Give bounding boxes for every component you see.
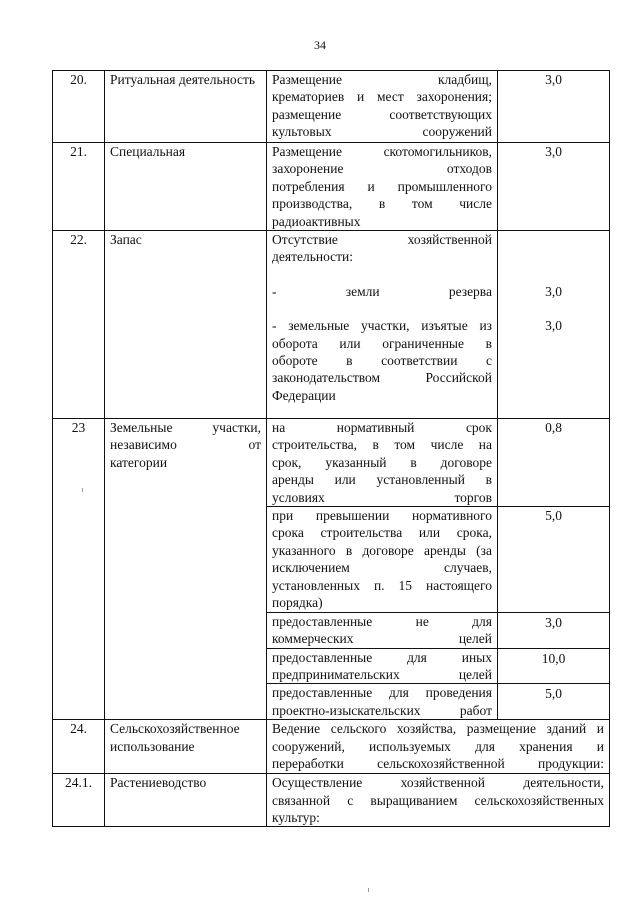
category-name: Ритуальная деятельность <box>105 71 267 143</box>
usage-description: Осуществление хозяйственной деятельности, связанной с выращиванием сельскохозяйственных культур: <box>267 774 610 827</box>
usage-description: на нормативный срок строительства, в том числе на срок, указанный в договоре аренды или установленный в условиях торгов <box>267 419 498 507</box>
scan-mark <box>368 888 369 892</box>
coefficient-value: 5,0 <box>498 507 610 612</box>
row-number: 24.1. <box>53 774 105 827</box>
category-name: Земельные участки, независимо от категории <box>105 419 267 720</box>
coefficient-value: 10,0 <box>498 648 610 684</box>
usage-description: Отсутствие хозяйственной деятельности: - земли резерва - земельные участки, изъятые из оборота или ограниченные в обороте в соответствии с законодательством Российской Федерации <box>267 231 498 419</box>
row-number: 21. <box>53 143 105 231</box>
usage-description: предоставленные для проведения проектно-изыскательских работ <box>267 684 498 720</box>
usage-description: предоставленные для иных предпринимательских целей <box>267 648 498 684</box>
coefficient-value: 3,0 <box>498 71 610 143</box>
page-number: 34 <box>314 38 326 52</box>
table-row <box>53 774 610 827</box>
scan-mark <box>82 488 83 492</box>
table-row <box>53 419 610 507</box>
row-number: 23 <box>53 419 105 720</box>
category-name: Запас <box>105 231 267 419</box>
usage-description: при превышении нормативного срока строительства или срока, указанного в договоре аренды (за исключением случаев, установленных п. 15 настоящего порядка) <box>267 507 498 612</box>
coefficient-value: 3,0 <box>498 143 610 231</box>
category-name: Растениеводство <box>105 774 267 827</box>
category-name: Сельскохозяйственное использование <box>105 720 267 774</box>
coefficient-value: 0,8 <box>498 419 610 507</box>
category-name: Специальная <box>105 143 267 231</box>
coefficient-value: 3,0 <box>545 284 562 300</box>
usage-description: предоставленные не для коммерческих целей <box>267 612 498 648</box>
land-use-table <box>52 70 610 827</box>
table-row <box>53 71 610 143</box>
coefficient-value: 3,0 <box>545 318 562 334</box>
row-number: 20. <box>53 71 105 143</box>
table-row <box>53 720 610 774</box>
row-number: 24. <box>53 720 105 774</box>
row-number: 22. <box>53 231 105 419</box>
table-row <box>53 231 610 419</box>
usage-description: Ведение сельского хозяйства, размещение зданий и сооружений, используемых для хранения и переработки сельскохозяйственной продукции: <box>267 720 610 774</box>
reserve-lands: - земли резерва <box>272 283 492 299</box>
table-row <box>53 143 610 231</box>
usage-description: Размещение скотомогильников, захоронение отходов потребления и промышленного производства, в том числе радиоактивных <box>267 143 498 231</box>
coefficient-values <box>498 231 610 419</box>
usage-description: Размещение кладбищ, крематориев и мест захоронения; размещение соответствующих культовых сооружений <box>267 71 498 143</box>
coefficient-value: 5,0 <box>498 684 610 720</box>
coefficient-value: 3,0 <box>498 612 610 648</box>
